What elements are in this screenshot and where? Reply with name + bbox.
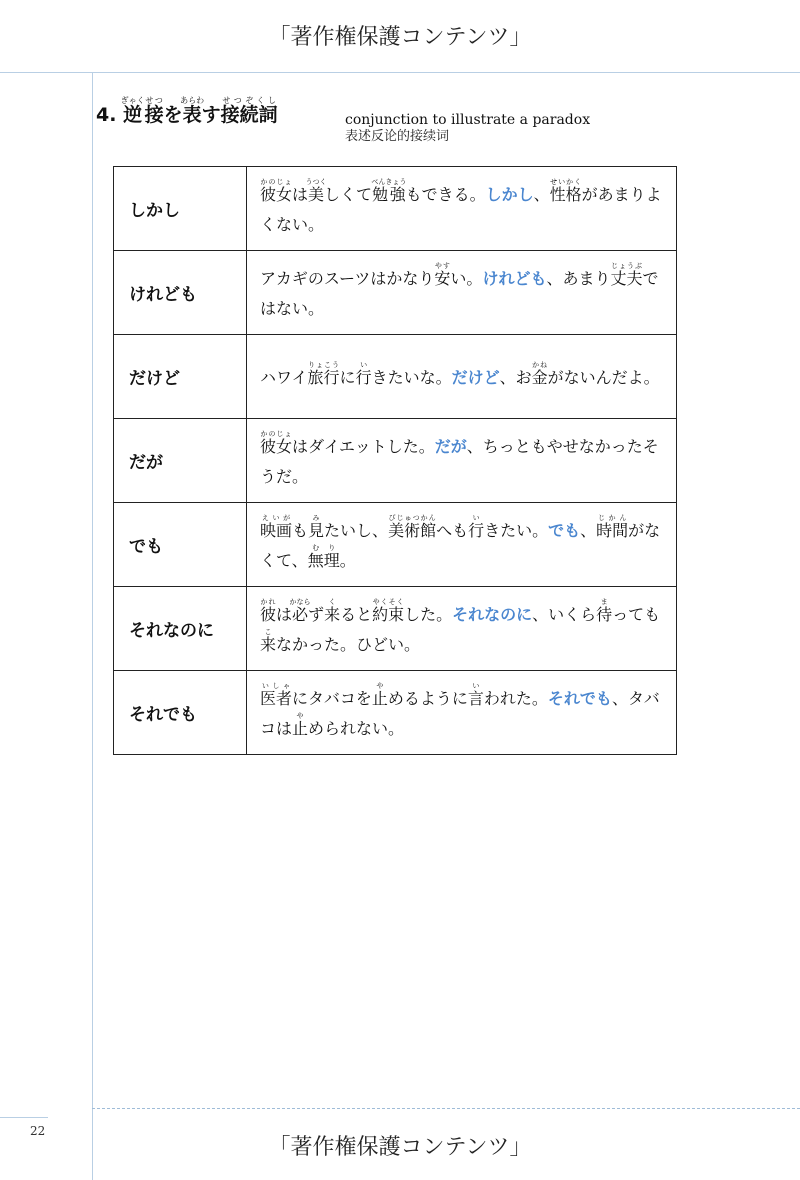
sentence-text: なかった。ひどい。 xyxy=(276,634,421,654)
ruby-word xyxy=(596,597,613,624)
section-number: 4. xyxy=(96,104,117,126)
ruby-word xyxy=(434,261,451,288)
page-number: 22 xyxy=(30,1124,46,1138)
kanji-base: 彼女 xyxy=(260,436,293,456)
sentence-text: があまりよくない。 xyxy=(260,184,662,234)
sentence-text: 、タバコは xyxy=(260,688,660,738)
footer-dashed-rule xyxy=(92,1108,800,1109)
furigana: いしゃ xyxy=(260,681,292,690)
highlighted-conjunction: けれども xyxy=(482,268,547,288)
ruby-word xyxy=(305,177,327,204)
furigana: ま xyxy=(596,597,613,606)
furigana: かのじょ xyxy=(260,177,293,186)
furigana: べんきょう xyxy=(371,177,407,186)
ruby-word xyxy=(260,627,277,654)
sentence-text: っても xyxy=(612,604,661,624)
ruby-word xyxy=(467,681,484,708)
sentence-text: 。 xyxy=(339,550,356,570)
ruby-word xyxy=(260,177,293,204)
sentence-text: 、いくら xyxy=(532,604,597,624)
furigana: かなら xyxy=(289,597,311,606)
kanji-base: 美 xyxy=(305,184,327,204)
sentence-text: にタバコを xyxy=(292,688,372,708)
sentence-text: い。 xyxy=(450,268,483,288)
conjunction-word: だが xyxy=(114,419,247,503)
table-row xyxy=(114,419,677,503)
conjunction-word: それでも xyxy=(114,671,247,755)
furigana: かね xyxy=(531,360,548,369)
furigana: い xyxy=(467,681,484,690)
ruby-word xyxy=(355,360,372,387)
kanji-base: 見 xyxy=(308,520,325,540)
furigana: み xyxy=(308,513,325,522)
sentence-text: がなくて、 xyxy=(260,520,661,570)
table-row xyxy=(114,671,677,755)
sentence-text: 、 xyxy=(533,184,550,204)
page-number-rule xyxy=(0,1117,48,1118)
header-rule xyxy=(0,72,800,73)
kanji-base: 来 xyxy=(324,604,341,624)
kanji-base: 言 xyxy=(467,688,484,708)
sentence-text: しくて xyxy=(324,184,373,204)
table-row xyxy=(114,503,677,587)
conjunction-word: でも xyxy=(114,503,247,587)
furigana: や xyxy=(371,681,388,690)
sentence-text: アカギのスーツはかなり xyxy=(260,268,435,288)
sentence-text: に xyxy=(339,367,356,387)
highlighted-conjunction: だけど xyxy=(451,367,500,387)
sentence-text: へも xyxy=(436,520,469,540)
ruby-word xyxy=(372,597,405,624)
sentence-text: めるように xyxy=(387,688,468,708)
ruby-word xyxy=(388,513,437,540)
kanji-base: 映画 xyxy=(260,520,293,540)
kanji-base: 彼女 xyxy=(260,184,293,204)
kanji-base: 性格 xyxy=(549,184,582,204)
sentence-text: は xyxy=(292,184,309,204)
kanji-base: 逆 xyxy=(120,104,145,126)
sentence-text: も xyxy=(292,520,309,540)
furigana: じかん xyxy=(596,513,629,522)
conjunction-word: それなのに xyxy=(114,587,247,671)
example-sentence xyxy=(247,335,677,419)
sentence-text: われた。 xyxy=(483,688,548,708)
ruby-word xyxy=(324,597,341,624)
furigana: やくそく xyxy=(372,597,405,606)
sentence-text: 、ちっともやせなかったそうだ。 xyxy=(260,436,659,486)
highlighted-conjunction: それなのに xyxy=(452,604,533,624)
kanji-base: 安 xyxy=(434,268,451,288)
ruby-word xyxy=(531,360,548,387)
furigana: かれ xyxy=(260,597,277,606)
kanji-base: 丈夫 xyxy=(610,268,643,288)
furigana: せつぞくし xyxy=(220,96,278,105)
kanji-base: 待 xyxy=(596,604,613,624)
margin-rule xyxy=(92,72,93,1180)
sentence-text: を xyxy=(163,104,183,126)
section-heading xyxy=(96,96,278,127)
section-title xyxy=(120,96,278,126)
section-subtitle xyxy=(345,112,590,144)
kanji-base: 行 xyxy=(468,520,485,540)
table-row xyxy=(114,167,677,251)
sentence-text: ると xyxy=(340,604,373,624)
kanji-base: 接続詞 xyxy=(220,104,278,126)
example-sentence xyxy=(247,671,677,755)
furigana: ぎゃく xyxy=(120,96,145,105)
furigana: せいかく xyxy=(549,177,582,186)
ruby-word xyxy=(260,681,293,708)
furigana: く xyxy=(324,597,341,606)
kanji-base: 止 xyxy=(371,688,388,708)
ruby-word xyxy=(144,96,164,126)
furigana: びじゅつかん xyxy=(388,513,437,522)
highlighted-conjunction: それでも xyxy=(547,688,612,708)
kanji-base: 金 xyxy=(531,367,548,387)
furigana: じょうぶ xyxy=(610,261,643,270)
kanji-base: 美術館 xyxy=(388,520,437,540)
furigana: あらわ xyxy=(180,96,205,105)
kanji-base: 来 xyxy=(260,634,277,654)
kanji-base: 勉強 xyxy=(371,184,407,204)
sentence-text: もできる。 xyxy=(405,184,486,204)
furigana: かのじょ xyxy=(260,429,293,438)
ruby-word xyxy=(549,177,582,204)
sentence-text: たいし、 xyxy=(324,520,389,540)
highlighted-conjunction: しかし xyxy=(485,184,534,204)
ruby-word xyxy=(308,513,325,540)
sentence-text: 、お xyxy=(499,367,532,387)
kanji-base: 時間 xyxy=(596,520,629,540)
conjunction-word: だけど xyxy=(114,335,247,419)
sentence-text: 、 xyxy=(580,520,597,540)
sentence-text: きたい。 xyxy=(484,520,549,540)
copyright-banner-bottom: 「著作権保護コンテンツ」 xyxy=(268,1135,532,1160)
furigana: りょこう xyxy=(307,360,340,369)
ruby-word xyxy=(307,543,340,570)
subtitle-english: conjunction to illustrate a paradox xyxy=(345,112,591,128)
ruby-word xyxy=(289,597,311,624)
ruby-word xyxy=(292,711,309,738)
example-sentence xyxy=(247,167,677,251)
furigana: い xyxy=(355,360,372,369)
furigana: えいが xyxy=(260,513,292,522)
ruby-word xyxy=(307,360,340,387)
kanji-base: 彼 xyxy=(260,604,277,624)
example-sentence xyxy=(247,587,677,671)
kanji-base: 旅行 xyxy=(307,367,340,387)
kanji-base: 約束 xyxy=(372,604,405,624)
highlighted-conjunction: でも xyxy=(548,520,581,540)
ruby-word xyxy=(468,513,485,540)
kanji-base: 医者 xyxy=(260,688,293,708)
kanji-base: 必 xyxy=(289,604,311,624)
ruby-word xyxy=(220,96,278,126)
sentence-text: きたいな。 xyxy=(371,367,452,387)
kanji-base: 接 xyxy=(144,104,164,126)
ruby-word xyxy=(371,177,407,204)
ruby-word xyxy=(371,681,388,708)
sentence-text: ず xyxy=(308,604,325,624)
sentence-text: ハワイ xyxy=(260,367,308,387)
subtitle-chinese: 表述反论的接续词 xyxy=(345,128,450,144)
ruby-word xyxy=(260,597,277,624)
ruby-word xyxy=(610,261,643,288)
ruby-word xyxy=(180,96,205,126)
example-sentence xyxy=(247,419,677,503)
sentence-text: がないんだよ。 xyxy=(547,367,660,387)
example-sentence xyxy=(247,503,677,587)
kanji-base: 行 xyxy=(355,367,372,387)
table-row xyxy=(114,251,677,335)
example-sentence xyxy=(247,251,677,335)
sentence-text: 、あまり xyxy=(546,268,611,288)
furigana: せつ xyxy=(144,96,164,105)
table-row xyxy=(114,335,677,419)
sentence-text: した。 xyxy=(404,604,453,624)
sentence-text: はダイエットした。 xyxy=(292,436,435,456)
conjunction-word: けれども xyxy=(114,251,247,335)
ruby-word xyxy=(260,429,293,456)
kanji-base: 無理 xyxy=(307,550,340,570)
highlighted-conjunction: だが xyxy=(434,436,467,456)
ruby-word xyxy=(120,96,145,126)
ruby-word xyxy=(260,513,293,540)
furigana: うつく xyxy=(305,177,327,186)
kanji-base: 表 xyxy=(180,104,205,126)
furigana: むり xyxy=(307,543,340,552)
sentence-text: ではない。 xyxy=(260,268,659,318)
table-row xyxy=(114,587,677,671)
kanji-base: 止 xyxy=(292,718,309,738)
conjunction-word: しかし xyxy=(114,167,247,251)
sentence-text: す xyxy=(201,104,221,126)
furigana: やす xyxy=(434,261,451,270)
sentence-text: められない。 xyxy=(308,718,405,738)
furigana: い xyxy=(468,513,485,522)
ruby-word xyxy=(596,513,629,540)
furigana: や xyxy=(292,711,309,720)
conjunction-table xyxy=(113,166,677,755)
sentence-text: は xyxy=(276,604,293,624)
copyright-banner-top: 「著作権保護コンテンツ」 xyxy=(268,25,532,50)
furigana: こ xyxy=(260,627,276,636)
